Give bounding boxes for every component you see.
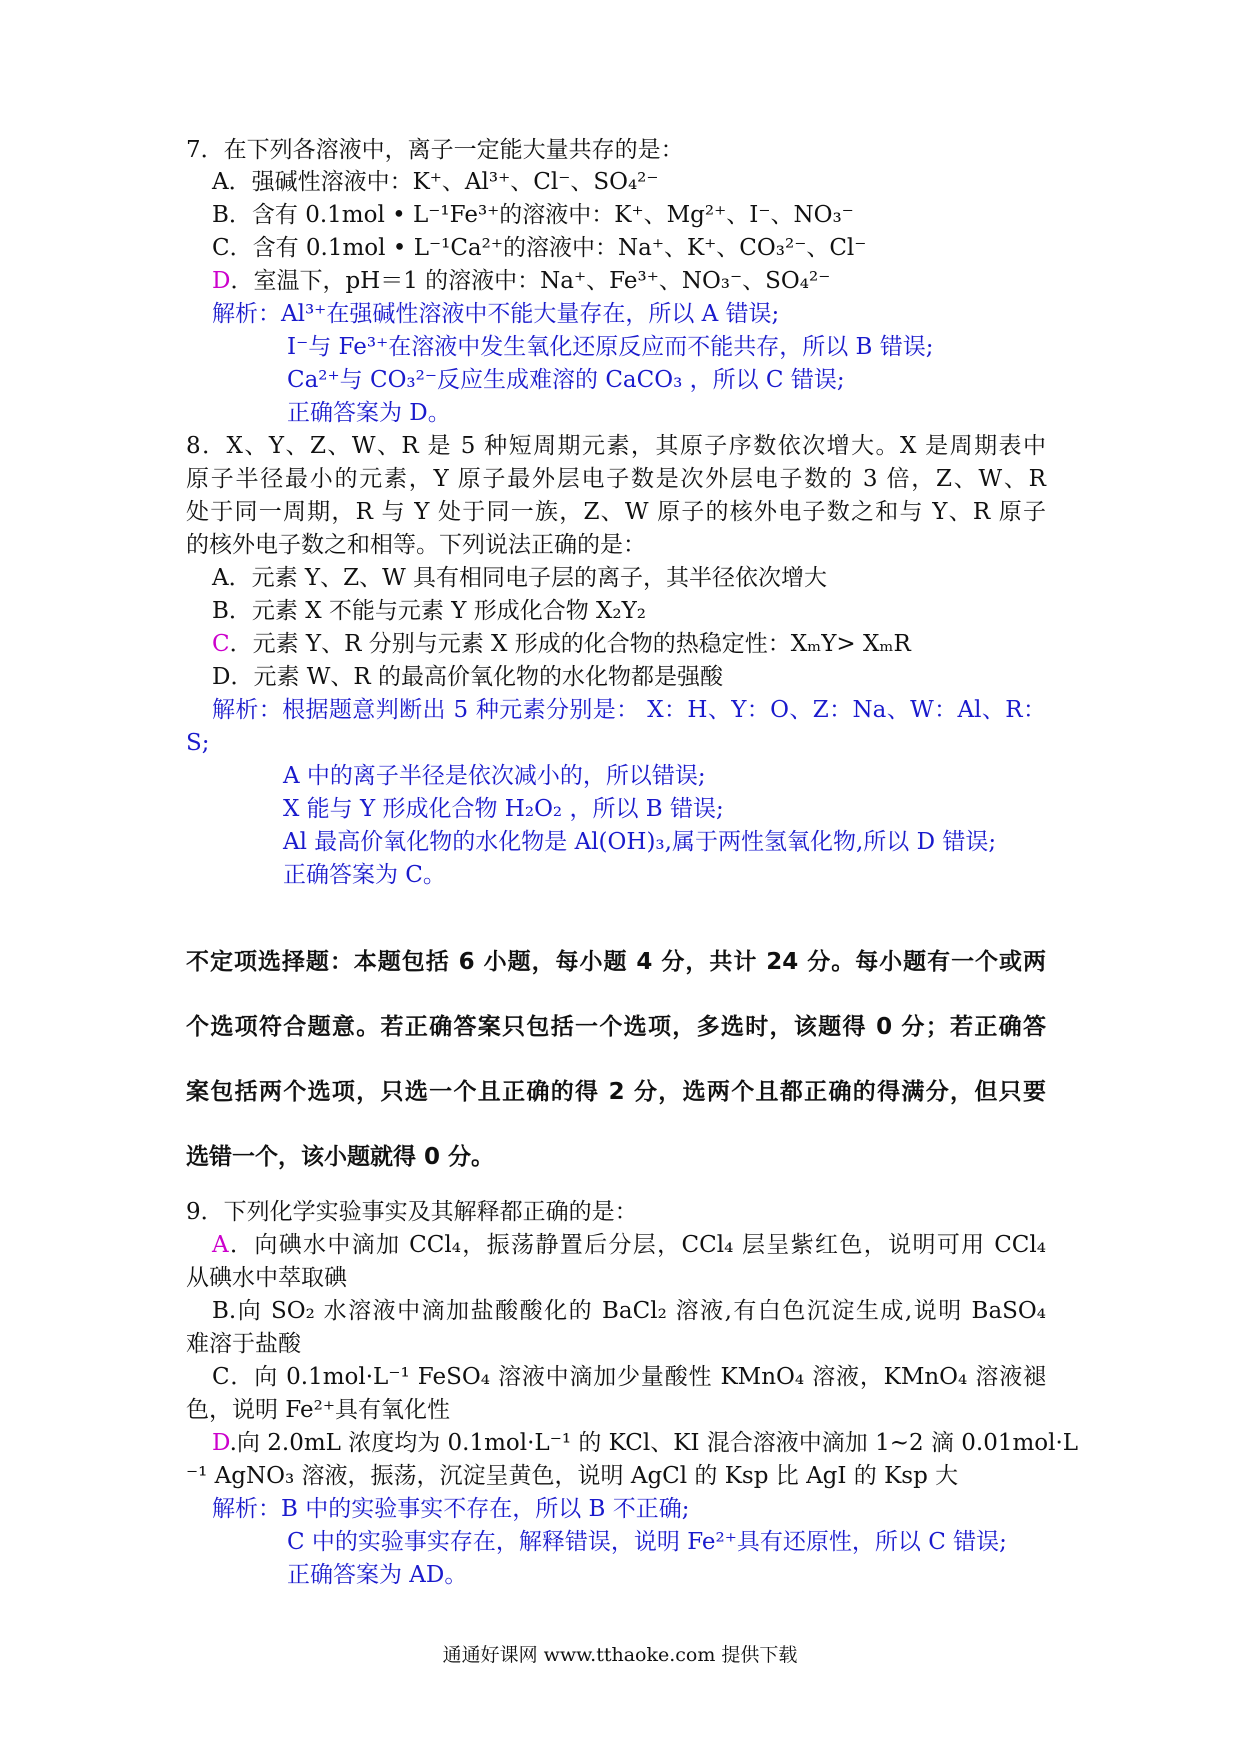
q7-analysis-b: I⁻与 Fe³⁺在溶液中发生氧化还原反应而不能共存，所以 B 错误; — [287, 334, 934, 360]
q9-option-b-cont: 难溶于盐酸 — [186, 1331, 301, 1357]
q8-analysis-d: Al 最高价氧化物的水化物是 Al(OH)₃,属于两性氢氧化物,所以 D 错误; — [283, 829, 997, 855]
q8-stem-4: 的核外电子数之和相等。下列说法正确的是： — [186, 532, 646, 558]
q8-option-d: D．元素 W、R 的最高价氧化物的水化物都是强酸 — [212, 664, 724, 690]
q7-stem: 7．在下列各溶液中，离子一定能大量共存的是： — [186, 137, 684, 163]
q7-analysis-c: Ca²⁺与 CO₃²⁻反应生成难溶的 CaCO₃ ，所以 C 错误; — [287, 367, 845, 393]
q8-stem-1: 8．X、Y、Z、W、R 是 5 种短周期元素，其原子序数依次增大。X 是周期表中 — [186, 433, 1046, 459]
q9-option-b: B.向 SO₂ 水溶液中滴加盐酸酸化的 BaCl₂ 溶液,有白色沉淀生成,说明 BaSO₄ — [212, 1298, 1046, 1324]
q8-option-c: C．元素 Y、R 分别与元素 X 形成的化合物的热稳定性：XₘY> XₘR — [212, 631, 911, 657]
page-footer: 通通好课网 www.tthaoke.com 提供下载 — [442, 1644, 798, 1666]
section-instructions-3: 案包括两个选项，只选一个且正确的得 2 分，选两个且都正确的得满分，但只要 — [186, 1079, 1046, 1105]
q9-analysis: 解析：B 中的实验事实不存在，所以 B 不正确; — [212, 1496, 690, 1522]
q7-answer: 正确答案为 D。 — [287, 400, 451, 426]
q7-option-d: D．室温下，pH＝1 的溶液中：Na⁺、Fe³⁺、NO₃⁻、SO₄²⁻ — [212, 268, 831, 294]
q9-option-d-cont: ⁻¹ AgNO₃ 溶液，振荡，沉淀呈黄色，说明 AgCl 的 Ksp 比 AgI 的 Ksp 大 — [186, 1463, 959, 1489]
answer-letter: A — [212, 1232, 229, 1258]
q7-option-b: B．含有 0.1mol • L⁻¹Fe³⁺的溶液中：K⁺、Mg²⁺、I⁻、NO₃⁻ — [212, 202, 854, 228]
q9-stem: 9．下列化学实验事实及其解释都正确的是： — [186, 1199, 638, 1225]
section-instructions-1: 不定项选择题：本题包括 6 小题，每小题 4 分，共计 24 分。每小题有一个或两 — [186, 949, 1046, 975]
q9-option-c: C．向 0.1mol·L⁻¹ FeSO₄ 溶液中滴加少量酸性 KMnO₄ 溶液，KMnO₄ 溶液褪 — [212, 1364, 1046, 1390]
answer-letter: D — [212, 1430, 230, 1456]
section-instructions-2: 个选项符合题意。若正确答案只包括一个选项，多选时，该题得 0 分；若正确答 — [186, 1014, 1046, 1040]
q9-option-d: D.向 2.0mL 浓度均为 0.1mol·L⁻¹ 的 KCl、KI 混合溶液中滴加 1~2 滴 0.01mol·L — [212, 1430, 1079, 1456]
q9-option-a-cont: 从碘水中萃取碘 — [186, 1265, 347, 1291]
q8-analysis-a: A 中的离子半径是依次减小的，所以错误; — [283, 763, 706, 789]
q7-analysis: 解析：Al³⁺在强碱性溶液中不能大量存在，所以 A 错误; — [212, 301, 780, 327]
q7-option-a: A．强碱性溶液中：K⁺、Al³⁺、Cl⁻、SO₄²⁻ — [212, 169, 659, 195]
q9-analysis-c: C 中的实验事实存在，解释错误，说明 Fe²⁺具有还原性，所以 C 错误; — [287, 1529, 1007, 1555]
answer-letter: C — [212, 631, 230, 657]
q8-stem-3: 处于同一周期，R 与 Y 处于同一族，Z、W 原子的核外电子数之和与 Y、R 原子 — [186, 499, 1046, 525]
q9-option-c-cont: 色，说明 Fe²⁺具有氧化性 — [186, 1397, 450, 1423]
answer-letter: D — [212, 268, 231, 294]
q8-analysis-b: X 能与 Y 形成化合物 H₂O₂ ，所以 B 错误; — [283, 796, 724, 822]
q8-answer: 正确答案为 C。 — [283, 862, 446, 888]
q9-answer: 正确答案为 AD。 — [287, 1562, 468, 1588]
q8-option-b: B．元素 X 不能与元素 Y 形成化合物 X₂Y₂ — [212, 598, 647, 624]
q8-option-a: A．元素 Y、Z、W 具有相同电子层的离子，其半径依次增大 — [212, 565, 828, 591]
q8-analysis: 解析：根据题意判断出 5 种元素分别是： X：H、Y：O、Z：Na、W：Al、R： — [212, 697, 1046, 723]
section-instructions-4: 选错一个，该小题就得 0 分。 — [186, 1144, 495, 1170]
q9-option-a: A．向碘水中滴加 CCl₄，振荡静置后分层，CCl₄ 层呈紫红色，说明可用 CCl₄ — [212, 1232, 1046, 1258]
q7-option-c: C．含有 0.1mol • L⁻¹Ca²⁺的溶液中：Na⁺、K⁺、CO₃²⁻、Cl⁻ — [212, 235, 867, 261]
q8-stem-2: 原子半径最小的元素，Y 原子最外层电子数是次外层电子数的 3 倍，Z、W、R — [186, 466, 1046, 492]
q8-analysis-cont: S; — [186, 730, 210, 756]
